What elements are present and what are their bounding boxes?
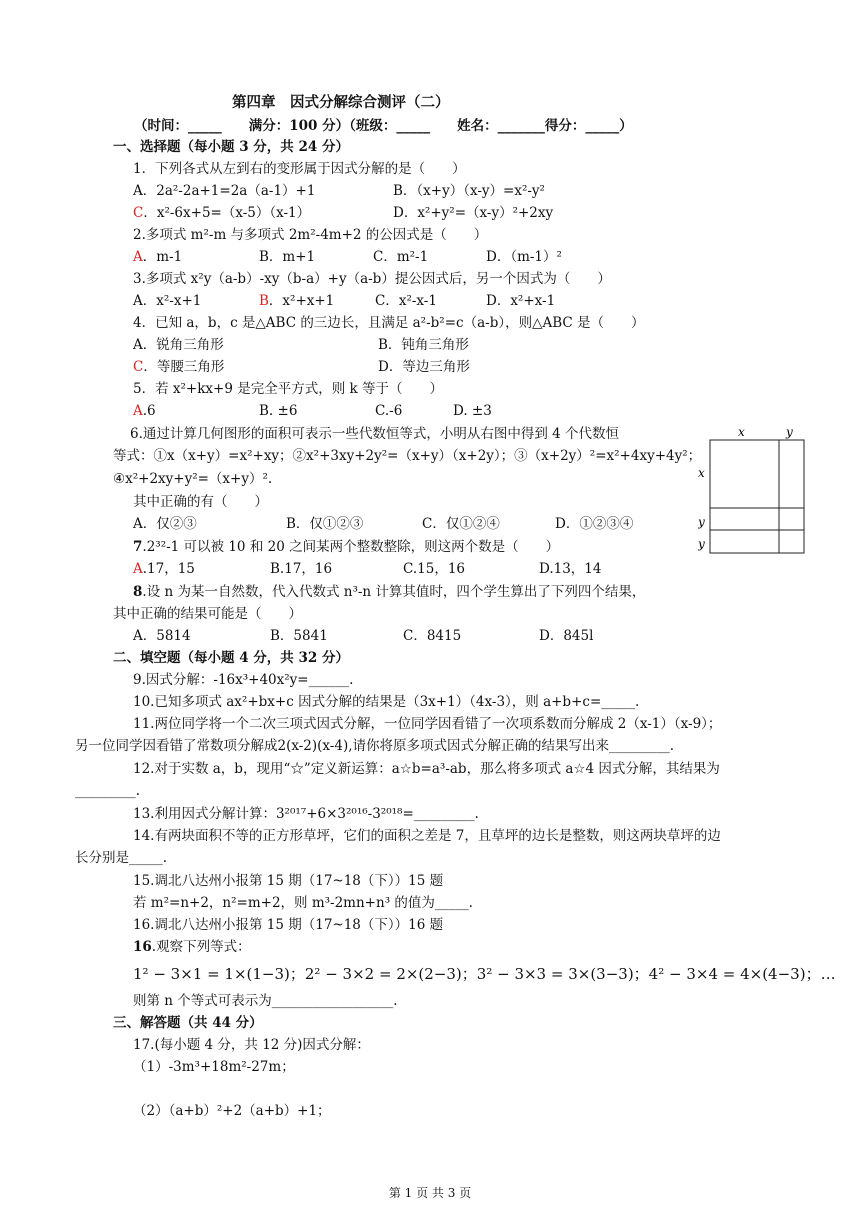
q8-line2: 其中正确的结果可能是（ ） [113, 606, 302, 622]
q2-option-c: C．m²-1 [373, 249, 429, 265]
q5-option-b: B. ±6 [259, 403, 298, 419]
q4-stem: 4．已知 a，b，c 是△ABC 的三边长，且满足 a²-b²=c（a-b），则△ABC 是（ ） [133, 315, 645, 331]
q7-option-b: B.17，16 [270, 561, 333, 577]
page-footer: 第 1 页 共 3 页 [388, 1186, 472, 1200]
q2-stem: 2.多项式 m²-m 与多项式 2m²-4m+2 的公因式是（ ） [133, 227, 488, 243]
q1-option-d: D．x²+y²=（x-y）²+2xy [393, 205, 554, 221]
q4-option-a: A．锐角三角形 [133, 337, 224, 353]
section-heading-solve: 三、解答题（共 44 分） [113, 1015, 263, 1031]
q5-option-d: D. ±3 [453, 403, 492, 419]
q3-stem: 3.多项式 x²y（a-b）-xy（b-a）+y（a-b）提公因式后，另一个因式为（ ） [133, 271, 611, 287]
q7-answer-letter: A [133, 561, 143, 577]
q12-line2: _________. [75, 783, 141, 799]
q16-source: 16.调北八达州小报第 15 期（17~18（下））16 题 [133, 917, 444, 933]
q11-line2: 另一位同学因看错了常数项分解成2(x-2)(x-4),请你将原多项式因式分解正确的结果写出来_________. [75, 738, 675, 754]
q5-option-c: C.-6 [375, 403, 403, 419]
q6-line3: ④x²+2xy+y²=（x+y）². [113, 471, 273, 487]
q4-answer-letter: C [133, 359, 144, 375]
q3-option-b [259, 291, 334, 311]
q9: 9.因式分解：-16x³+40x²y=______. [133, 672, 354, 688]
figure-outer-square [710, 440, 804, 553]
q3-option-b-text: ．x²+x+1 [268, 293, 335, 309]
q1-stem: 1．下列各式从左到右的变形属于因式分解的是（ ） [133, 161, 466, 177]
q3-option-c: C．x²-x-1 [375, 293, 437, 309]
q2-option-a-text: ．m-1 [142, 249, 183, 265]
q2-option-d: D．（m-1）² [486, 249, 562, 265]
q14-line2: 长分别是_____. [75, 850, 168, 866]
q16-equations: 1² − 3×1 = 1×(1−3)；2² − 3×2 = 2×(2−3)；3² − 3×3 = 3×(3−3)；4² − 3×4 = 4×(4−3)；… [133, 965, 836, 983]
q17-stem: 17.(每小题 4 分，共 12 分)因式分解： [133, 1037, 370, 1053]
q5-answer-letter: A [133, 403, 143, 419]
q4-option-b: B．钝角三角形 [378, 337, 469, 353]
q10: 10.已知多项式 ax²+bx+c 因式分解的结果是（3x+1）（4x-3），则 a+b+c=_____. [133, 694, 640, 710]
figure-label-y-side-2: y [698, 537, 705, 551]
q16-end: 则第 n 个等式可表示为__________________. [133, 993, 398, 1009]
q16-number: 16 [133, 939, 152, 955]
page-title: 第四章 因式分解综合测评（二） [232, 94, 450, 111]
q7-option-a [133, 559, 195, 579]
q5-option-a [133, 401, 156, 421]
q1-option-c [133, 203, 310, 223]
q12-line1: 12.对于实数 a，b，现用“☆”定义新运算：a☆b=a³-ab，那么将多项式 a☆4 因式分解，其结果为 [133, 761, 720, 777]
q8-line1 [133, 582, 645, 602]
q1-answer-letter: C [133, 205, 144, 221]
q11-line1: 11.两位同学将一个二次三项式因式分解，一位同学因看错了一次项系数而分解成 2（x-1）（x-9）； [133, 716, 722, 732]
q7-number: 7 [133, 539, 143, 555]
q1-option-a: A．2a²-2a+1=2a（a-1）+1 [133, 183, 316, 199]
q6-option-d: D．①②③④ [555, 516, 634, 532]
figure-label-x-side: x [698, 466, 705, 480]
q8-option-a: A．5814 [133, 628, 191, 644]
q6-line4: 其中正确的有（ ） [133, 494, 268, 510]
section-heading-choice: 一、选择题（每小题 3 分，共 24 分） [113, 139, 349, 155]
q2-option-a [133, 247, 182, 267]
q2-answer-letter: A [133, 249, 143, 265]
exam-info-line: （时间：_____ 满分：100 分）（班级：_____ 姓名：_______得分：_____） [134, 118, 633, 134]
q6-option-b: B．仅①②③ [286, 516, 364, 532]
q7-option-c: C.15，16 [403, 561, 465, 577]
figure-label-y-top: y [786, 425, 793, 439]
q1-option-c-text: ．x²-6x+5=（x-5）（x-1） [143, 205, 311, 221]
q8-option-d: D．845l [539, 628, 594, 644]
q6-option-a: A．仅②③ [133, 516, 197, 532]
q5-stem: 5．若 x²+kx+9 是完全平方式，则 k 等于（ ） [133, 381, 443, 397]
q1-option-b: B．（x+y）（x-y）=x²-y² [393, 183, 545, 199]
section-heading-fill: 二、填空题（每小题 4 分，共 32 分） [113, 650, 349, 666]
q3-option-d: D．x²+x-1 [486, 293, 556, 309]
q7-stem-text: .2³²-1 可以被 10 和 20 之间某两个整数整除，则这两个数是（ ） [142, 539, 560, 555]
q2-option-b: B．m+1 [259, 249, 316, 265]
q15: 若 m²=n+2，n²=m+2，则 m³-2mn+n³ 的值为_____. [133, 895, 473, 911]
q3-answer-letter: B [259, 293, 269, 309]
q6-option-c: C．仅①②④ [422, 516, 500, 532]
q14-line1: 14.有两块面积不等的正方形草坪，它们的面积之差是 7，且草坪的边长是整数，则这两块草坪的边 [133, 828, 721, 844]
q4-option-c-text: ．等腰三角形 [143, 359, 225, 375]
q7-option-a-text: .17，15 [142, 561, 195, 577]
q8-number: 8 [133, 584, 143, 600]
q8-option-b: B．5841 [270, 628, 328, 644]
q7-option-d: D.13，14 [539, 561, 602, 577]
q13: 13.利用因式分解计算：3²⁰¹⁷+6×3²⁰¹⁶-3²⁰¹⁸=_________. [133, 806, 479, 822]
area-figure [698, 420, 808, 560]
q5-option-a-text: .6 [142, 403, 156, 419]
q17-part2: （2）（a+b）²+2（a+b）+1； [133, 1103, 331, 1119]
q17-part1: （1）-3m³+18m²-27m； [133, 1059, 295, 1075]
figure-label-x-top: x [738, 425, 745, 439]
q6-line2: 等式：①x（x+y）=x²+xy；②x²+3xy+2y²=（x+y）（x+2y）；③（x+2y）²=x²+4xy+4y²； [113, 448, 702, 464]
q3-option-a: A．x²-x+1 [133, 293, 202, 309]
figure-label-y-side-1: y [698, 515, 705, 529]
q15-source: 15.调北八达州小报第 15 期（17~18（下））15 题 [133, 873, 444, 889]
q6-line1: 6.通过计算几何图形的面积可表示一些代数恒等式，小明从右图中得到 4 个代数恒 [130, 426, 620, 442]
q8-option-c: C．8415 [403, 628, 462, 644]
q4-option-d: D．等边三角形 [378, 359, 470, 375]
q8-line1-text: .设 n 为某一自然数，代入代数式 n³-n 计算其值时，四个学生算出了下列四个结果， [142, 584, 646, 600]
q16-stem-text: .观察下列等式： [151, 939, 251, 955]
q16-stem [133, 937, 251, 957]
q7-stem [133, 537, 559, 557]
q4-option-c [133, 357, 224, 377]
